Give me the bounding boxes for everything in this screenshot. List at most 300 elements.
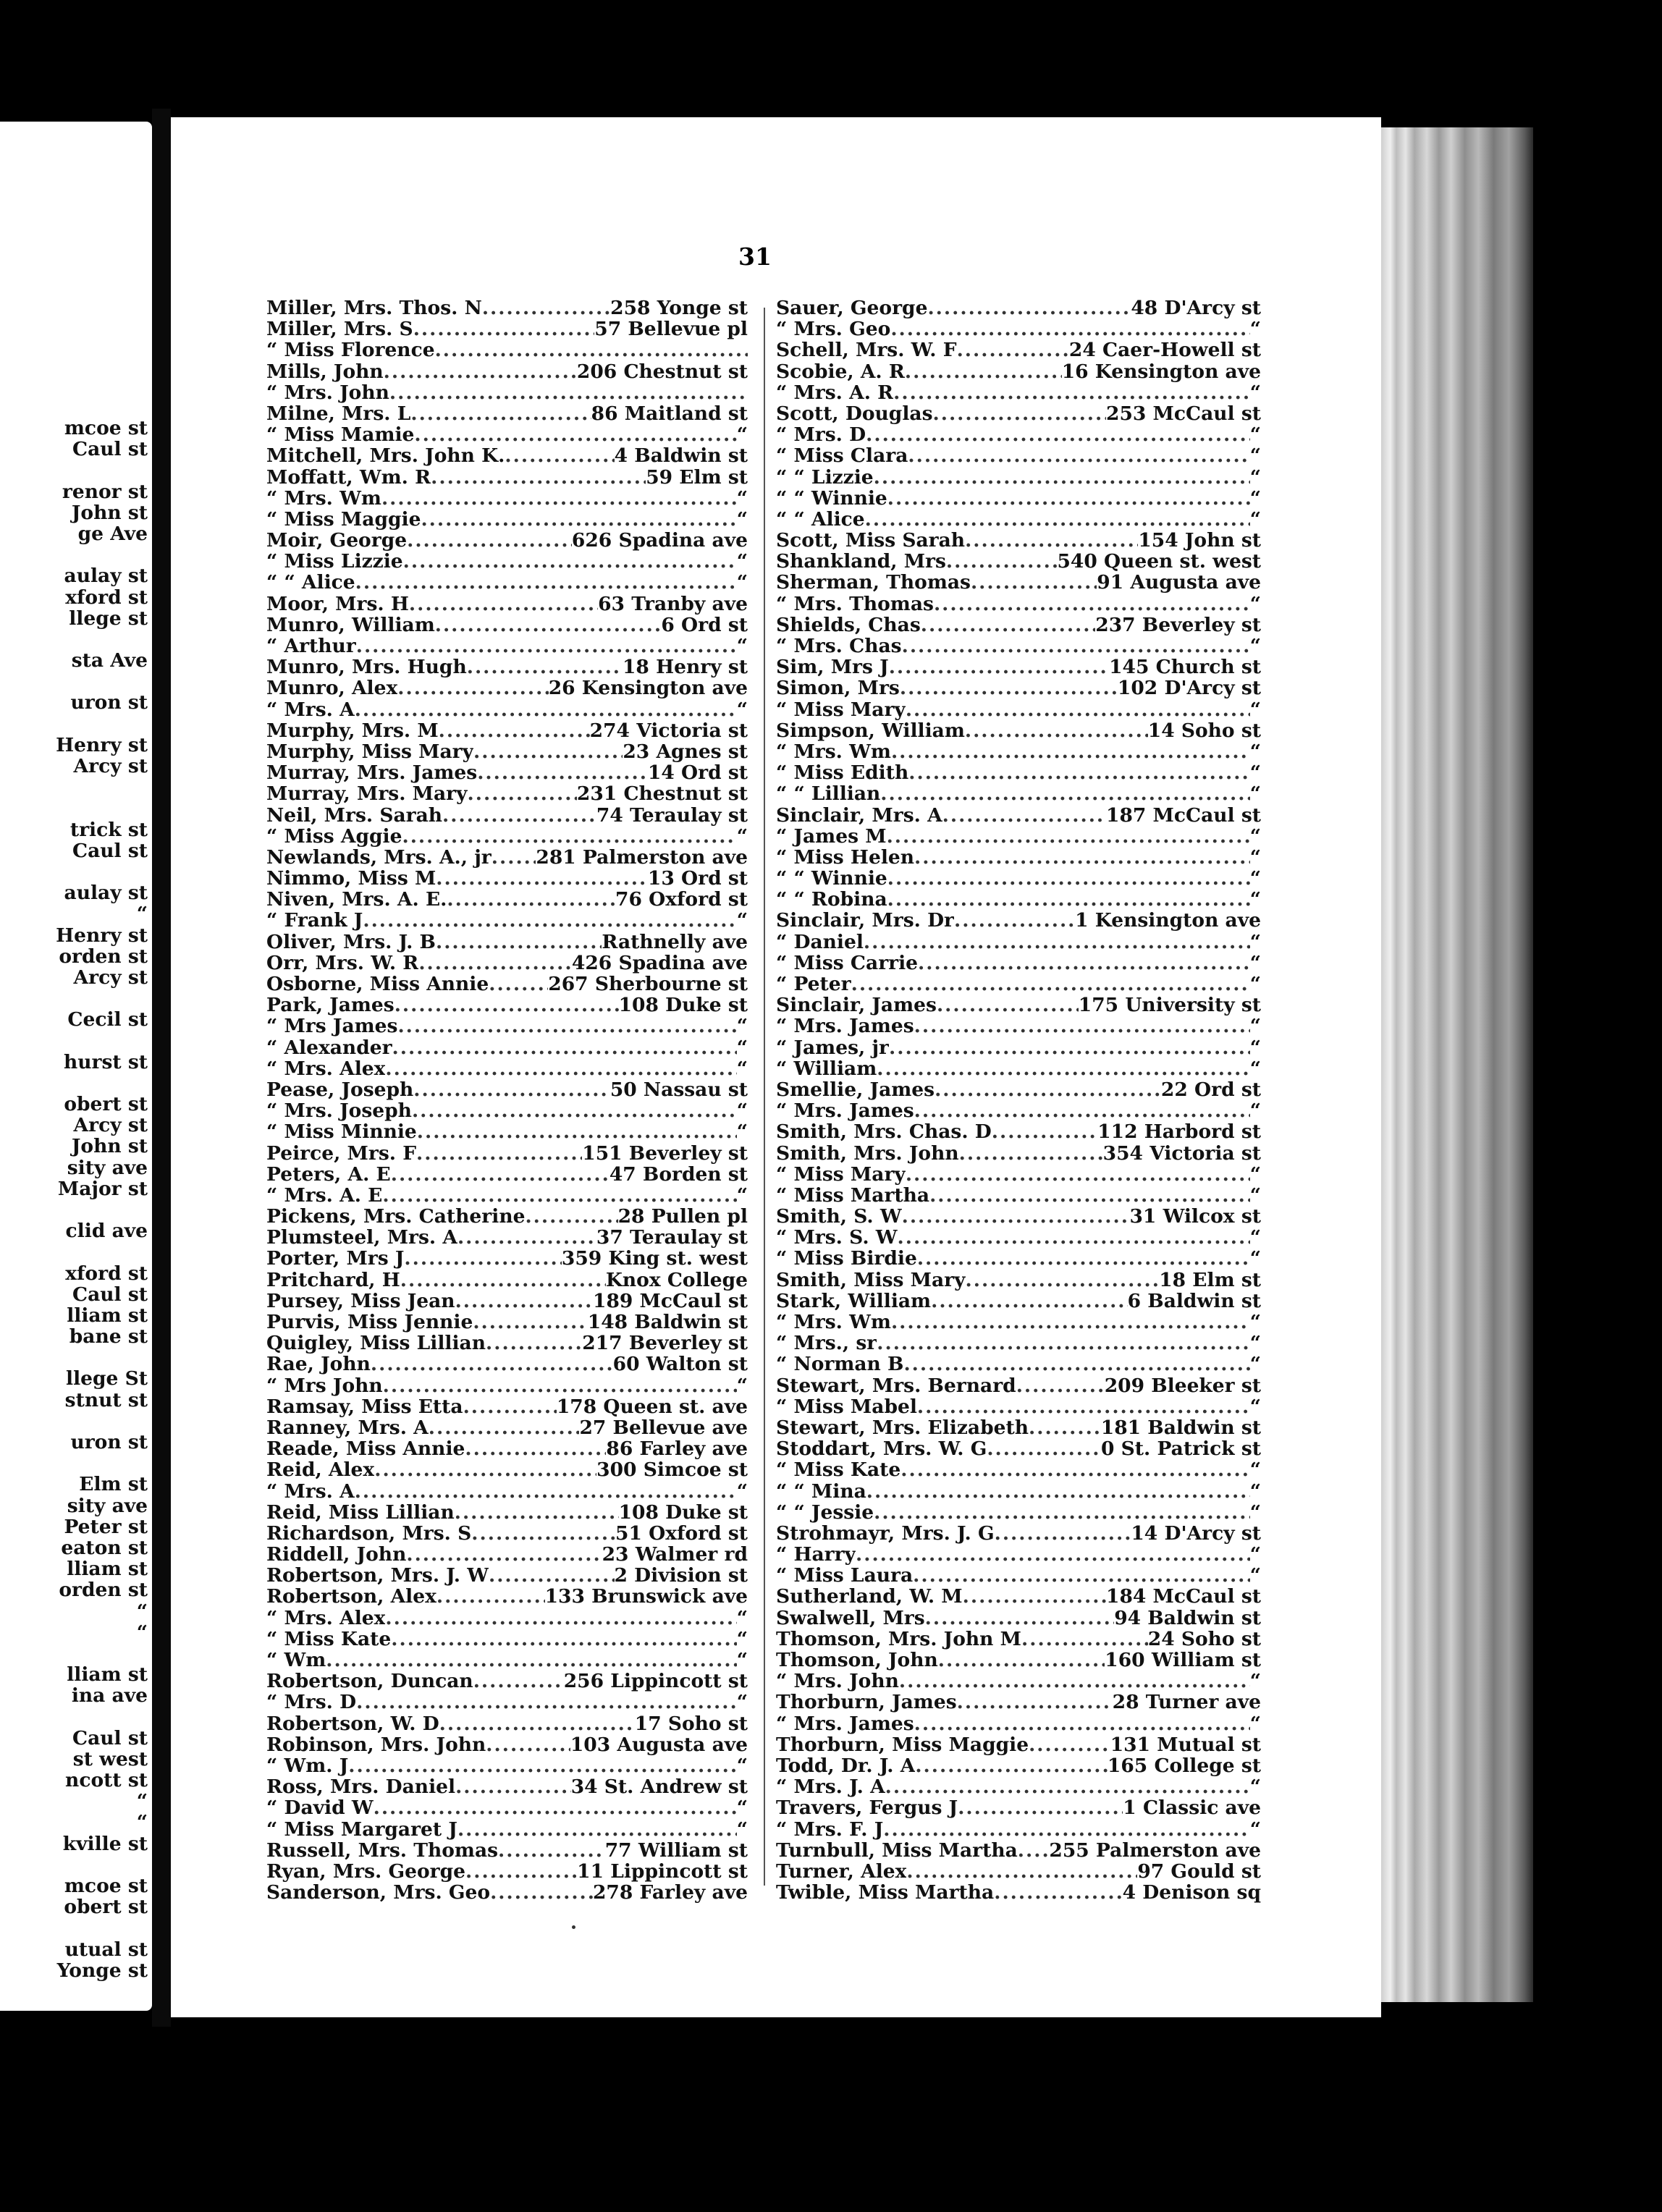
dot-leader <box>404 1247 561 1270</box>
entry-name: Simpson, William <box>776 719 965 742</box>
directory-entry <box>776 571 1261 592</box>
directory-entry <box>266 1184 748 1205</box>
previous-page-text-fragment: “ <box>136 1811 148 1834</box>
directory-entry <box>776 1396 1261 1417</box>
dot-leader <box>887 487 1250 510</box>
dot-leader <box>905 360 1062 383</box>
previous-page-text-fragment <box>3 1072 148 1093</box>
directory-entry <box>776 1099 1261 1123</box>
directory-entry <box>776 1755 1261 1776</box>
entry-address: “ <box>736 550 748 573</box>
previous-page-text-fragment: uron st <box>70 1431 148 1453</box>
dot-leader <box>1018 1839 1050 1862</box>
entry-address: “ <box>736 1479 748 1503</box>
previous-page-text-fragment: aulay st <box>64 882 148 905</box>
entry-address: 4 Denison sq <box>1122 1881 1261 1904</box>
dot-leader <box>906 1163 1250 1186</box>
directory-entry <box>266 1226 748 1247</box>
dot-leader <box>994 1881 1122 1904</box>
entry-address: 14 Ord st <box>647 761 748 785</box>
entry-address: 300 Simcoe st <box>596 1459 748 1482</box>
directory-entry <box>266 973 748 994</box>
entry-name: “ Miss Maggie <box>266 507 421 531</box>
dot-leader <box>465 1860 577 1883</box>
entry-name: “ Mrs. Thomas <box>776 592 934 615</box>
entry-name: Robertson, Mrs. J. W <box>266 1564 489 1587</box>
directory-entry <box>776 339 1261 360</box>
dot-leader <box>995 1522 1131 1545</box>
dot-leader <box>395 994 619 1016</box>
previous-page-text-fragment <box>3 1854 148 1875</box>
directory-entry <box>776 1881 1261 1902</box>
dot-leader <box>489 973 548 995</box>
directory-entry <box>776 973 1261 994</box>
entry-address: 1 Kensington ave <box>1075 909 1261 932</box>
entry-address: 18 Elm st <box>1159 1268 1261 1291</box>
entry-name: “ Mrs. James <box>776 1712 914 1735</box>
directory-entry <box>776 466 1261 487</box>
previous-page-text-fragment: mcoe st <box>64 1874 148 1897</box>
entry-name: Strohmayr, Mrs. J. G <box>776 1521 995 1545</box>
entry-name: “ “ Lizzie <box>776 465 874 489</box>
directory-entry <box>776 719 1261 740</box>
entry-name: “ Wm <box>266 1649 326 1671</box>
entry-name: Miller, Mrs. S <box>266 318 413 341</box>
entry-address: “ <box>1249 1564 1261 1587</box>
previous-page-text-fragment: mcoe st <box>64 417 148 439</box>
dot-leader <box>957 339 1069 361</box>
entry-address: “ <box>736 507 748 531</box>
directory-entry <box>776 677 1261 698</box>
entry-address: 187 McCaul st <box>1106 803 1261 827</box>
entry-address: 178 Queen st. ave <box>556 1395 748 1418</box>
entry-address: 359 King st. west <box>561 1247 748 1270</box>
directory-entry <box>776 614 1261 635</box>
entry-name: Moor, Mrs. H <box>266 592 409 615</box>
entry-name: Ranney, Mrs. A <box>266 1416 429 1439</box>
entry-name: Oliver, Mrs. J. B <box>266 930 436 953</box>
directory-entry <box>266 1459 748 1482</box>
directory-entry <box>266 360 748 381</box>
directory-entry <box>266 952 748 973</box>
entry-address: 28 Turner ave <box>1112 1691 1261 1714</box>
entry-name: “ Miss Mary <box>776 1162 906 1186</box>
dot-leader <box>1029 1417 1101 1439</box>
entry-address: “ <box>1249 381 1261 404</box>
entry-address: “ <box>1249 465 1261 489</box>
entry-address: 24 Soho st <box>1147 1627 1261 1650</box>
entry-name: Richardson, Mrs. S <box>266 1521 472 1545</box>
previous-page-text-fragment <box>3 1642 148 1663</box>
previous-page-text-fragment: Caul st <box>72 1726 148 1749</box>
directory-entry <box>266 593 748 614</box>
dot-leader <box>864 931 1250 953</box>
dot-leader <box>406 1543 602 1566</box>
entry-address: “ <box>736 1606 748 1629</box>
entry-address: 13 Ord st <box>647 867 748 890</box>
entry-address: Knox College <box>605 1268 748 1291</box>
entry-name: Sim, Mrs J <box>776 656 889 679</box>
dot-leader <box>887 825 1250 848</box>
dot-leader <box>397 1015 736 1037</box>
directory-entry <box>776 381 1261 402</box>
dot-leader <box>402 825 736 848</box>
directory-entry <box>776 1311 1261 1332</box>
dot-leader <box>880 782 1249 805</box>
directory-entry <box>776 1734 1261 1755</box>
previous-page-text-fragment: obert st <box>64 1093 148 1115</box>
dot-leader <box>374 1797 737 1819</box>
directory-entry <box>776 1247 1261 1268</box>
previous-page-text-fragment: obert st <box>64 1896 148 1919</box>
dot-leader <box>413 1078 610 1101</box>
directory-entry <box>266 1163 748 1184</box>
directory-entry <box>776 804 1261 825</box>
entry-address: “ <box>1249 423 1261 447</box>
dot-leader <box>957 1691 1113 1713</box>
directory-entry <box>266 635 748 656</box>
entry-address: 354 Victoria st <box>1102 1141 1261 1165</box>
entry-name: Peters, A. E <box>266 1162 391 1186</box>
entry-name: “ Miss Florence <box>266 339 435 362</box>
entry-name: Miller, Mrs. Thos. N <box>266 297 482 319</box>
entry-name: Thorburn, Miss Maggie <box>776 1733 1029 1756</box>
dot-leader <box>874 466 1250 489</box>
directory-entry <box>776 1522 1261 1543</box>
previous-page-text-fragment: clid ave <box>65 1220 148 1243</box>
entry-name: Peirce, Mrs. F <box>266 1141 417 1165</box>
entry-address: “ <box>1249 973 1261 995</box>
directory-entry <box>776 909 1261 930</box>
entry-address: “ <box>1249 1247 1261 1270</box>
entry-name: Sinclair, James <box>776 994 937 1017</box>
directory-entry <box>266 761 748 785</box>
entry-address: 4 Baldwin st <box>614 444 748 468</box>
directory-entry <box>266 1269 748 1290</box>
entry-address: “ <box>736 486 748 510</box>
dot-leader <box>1016 1375 1105 1397</box>
entry-address: 165 College st <box>1107 1754 1261 1777</box>
entry-name: Thomson, Mrs. John M <box>776 1627 1021 1650</box>
dot-leader <box>374 1459 596 1481</box>
dot-leader <box>498 1839 605 1862</box>
directory-entry <box>266 1839 748 1860</box>
dot-leader <box>465 1438 606 1460</box>
dot-leader <box>866 1480 1250 1503</box>
entry-address: 91 Augusta ave <box>1097 571 1261 594</box>
directory-entry <box>266 1522 748 1543</box>
dot-leader <box>874 1501 1250 1524</box>
dot-leader <box>416 1142 582 1165</box>
dot-leader <box>954 909 1075 932</box>
entry-address: 51 Oxford st <box>615 1521 748 1545</box>
dot-leader <box>397 677 548 699</box>
directory-entry <box>266 1078 748 1099</box>
dot-leader <box>457 1818 737 1841</box>
dot-leader <box>384 360 577 383</box>
entry-address: 540 Queen st. west <box>1057 550 1261 573</box>
entry-name: Turnbull, Miss Martha <box>776 1839 1018 1862</box>
dot-leader <box>906 698 1250 721</box>
entry-name: “ Alexander <box>266 1036 392 1059</box>
entry-name: Robertson, Duncan <box>266 1670 473 1693</box>
previous-page-text-fragment <box>3 1452 148 1473</box>
entry-address: “ <box>1249 1459 1261 1482</box>
entry-address: “ <box>1249 740 1261 763</box>
directory-entry <box>266 804 748 825</box>
directory-entry <box>266 1860 748 1881</box>
directory-entry <box>266 1564 748 1585</box>
dot-leader <box>381 487 737 510</box>
entry-name: Mitchell, Mrs. John K. <box>266 444 505 468</box>
previous-page-text-fragment <box>3 713 148 734</box>
entry-name: Ryan, Mrs. George <box>266 1859 466 1883</box>
entry-address: “ <box>1249 1226 1261 1249</box>
entry-address: 27 Bellevue ave <box>579 1416 748 1439</box>
entry-name: “ Peter <box>776 973 851 995</box>
directory-entry <box>776 1691 1261 1712</box>
entry-name: Murphy, Miss Mary <box>266 740 474 763</box>
directory-entry <box>266 1776 748 1797</box>
book-page-edges <box>1381 127 1533 2002</box>
dot-leader <box>383 1375 737 1397</box>
entry-name: Quigley, Miss Lillian <box>266 1332 486 1355</box>
entry-name: “ Miss Martha <box>776 1183 930 1207</box>
directory-entry <box>266 487 748 508</box>
dot-leader <box>917 1396 1250 1418</box>
dot-leader <box>435 339 748 361</box>
entry-name: “ Mrs. Wm <box>266 486 381 510</box>
dot-leader <box>439 1713 635 1735</box>
entry-address: “ <box>1249 635 1261 657</box>
entry-address: “ <box>1249 592 1261 615</box>
entry-name: “ Mrs. D <box>266 1691 357 1714</box>
entry-address: 34 St. Andrew st <box>570 1776 748 1799</box>
entry-name: Thorburn, James <box>776 1691 957 1714</box>
entry-name: “ Harry <box>776 1543 856 1566</box>
directory-entry <box>776 740 1261 761</box>
dot-leader <box>431 466 646 489</box>
dot-leader <box>435 614 662 636</box>
dot-leader <box>965 719 1148 742</box>
entry-name: “ Mrs., sr <box>776 1332 877 1355</box>
dot-leader <box>473 740 623 763</box>
dot-leader <box>455 1501 619 1524</box>
entry-name: Pritchard, H <box>266 1268 400 1291</box>
entry-name: Smith, Mrs. John <box>776 1141 959 1165</box>
previous-page-text-fragment: John st <box>71 501 148 524</box>
entry-address: 22 Ord st <box>1160 1078 1261 1101</box>
entry-address: 18 Henry st <box>622 656 748 679</box>
dot-leader <box>856 1543 1250 1566</box>
entry-name: “ Miss Minnie <box>266 1120 417 1144</box>
entry-address: “ <box>1249 845 1261 869</box>
entry-address: 103 Augusta ave <box>570 1733 748 1756</box>
directory-entry <box>266 1628 748 1649</box>
previous-page-text-fragment: lliam st <box>67 1304 148 1327</box>
previous-page-text-fragment: sity ave <box>67 1494 148 1517</box>
dot-leader <box>899 1670 1250 1692</box>
entry-address: “ <box>1249 486 1261 510</box>
entry-name: Schell, Mrs. W. F <box>776 339 957 362</box>
entry-name: Ramsay, Miss Etta <box>266 1395 463 1418</box>
entry-name: “ Miss Edith <box>776 761 909 785</box>
entry-address: 16 Kensington ave <box>1061 360 1261 383</box>
previous-page-text-fragment: renor st <box>62 480 148 503</box>
dot-leader <box>421 508 736 531</box>
entry-name: “ David W <box>266 1797 374 1820</box>
directory-entry <box>266 444 748 468</box>
entry-address: 206 Chestnut st <box>576 360 748 383</box>
directory-entry <box>266 318 748 339</box>
entry-address: “ <box>736 1015 748 1038</box>
entry-name: Sauer, George <box>776 297 928 319</box>
entry-name: Munro, Alex <box>266 677 398 700</box>
directory-entry <box>776 444 1261 468</box>
directory-entry <box>776 1818 1261 1839</box>
dot-leader <box>914 1015 1250 1037</box>
entry-address: “ <box>1249 698 1261 721</box>
directory-entry <box>266 1585 748 1606</box>
dot-leader <box>987 1438 1101 1460</box>
entry-name: Smith, S. W <box>776 1205 902 1228</box>
entry-name: Newlands, Mrs. A., jr <box>266 845 492 869</box>
entry-address: 86 Maitland st <box>591 402 748 425</box>
entry-address: “ <box>1249 761 1261 785</box>
directory-entry <box>266 677 748 698</box>
previous-page-text-fragment <box>3 1029 148 1050</box>
entry-address: “ <box>1249 1818 1261 1841</box>
entry-name: “ Miss Laura <box>776 1564 914 1587</box>
directory-entry <box>266 381 748 402</box>
dot-leader <box>877 1332 1250 1354</box>
entry-address: “ <box>1249 888 1261 911</box>
entry-address: “ <box>736 909 748 932</box>
entry-name: “ “ Jessie <box>776 1500 874 1524</box>
directory-entry <box>266 1290 748 1311</box>
dot-leader <box>391 1163 609 1186</box>
entry-name: Reade, Miss Annie <box>266 1438 465 1461</box>
directory-entry <box>776 1860 1261 1881</box>
entry-address: 26 Kensington ave <box>548 677 748 700</box>
directory-entry <box>776 1417 1261 1438</box>
directory-entry <box>776 297 1261 318</box>
previous-page-text-fragment <box>3 861 148 882</box>
directory-entry <box>266 1205 748 1226</box>
directory-entry <box>266 1480 748 1501</box>
entry-name: Murray, Mrs. Mary <box>266 782 468 806</box>
dot-leader <box>436 867 648 890</box>
directory-entry <box>776 867 1261 888</box>
entry-address: 217 Beverley st <box>582 1332 748 1355</box>
previous-page-text-fragment: xford st <box>65 1262 148 1285</box>
entry-address: 151 Beverley st <box>582 1141 748 1165</box>
entry-address: 0 St. Patrick st <box>1100 1438 1261 1461</box>
entry-name: “ Norman B <box>776 1353 904 1376</box>
entry-name: “ Miss Helen <box>776 845 915 869</box>
dot-leader <box>883 1818 1249 1841</box>
entry-address: 278 Farley ave <box>592 1881 748 1904</box>
dot-leader <box>900 1459 1250 1481</box>
dot-leader <box>355 571 737 594</box>
entry-address: 175 University st <box>1078 994 1261 1017</box>
dot-leader <box>925 1607 1115 1629</box>
entry-name: “ Mrs. John <box>266 381 389 404</box>
entry-address: 6 Ord st <box>661 613 748 636</box>
dot-leader <box>893 381 1250 404</box>
previous-page-text-fragment: Peter st <box>64 1515 148 1538</box>
dot-leader <box>913 1564 1250 1587</box>
entry-address: 17 Soho st <box>634 1712 748 1735</box>
entry-address: “ <box>736 1036 748 1059</box>
dot-leader <box>890 318 1249 340</box>
previous-page-text-fragment: uron st <box>70 691 148 714</box>
entry-name: Sanderson, Mrs. Geo <box>266 1881 491 1904</box>
dot-leader <box>877 1058 1250 1080</box>
dot-leader <box>473 1670 564 1692</box>
entry-address: “ <box>1249 782 1261 806</box>
entry-address: 48 D'Arcy st <box>1131 297 1261 319</box>
dot-leader <box>355 698 737 721</box>
entry-address: 267 Sherbourne st <box>548 973 748 995</box>
directory-entry <box>776 1776 1261 1797</box>
directory-entry <box>266 1755 748 1776</box>
directory-entry <box>266 466 748 487</box>
directory-column-left <box>266 297 748 1902</box>
dot-leader <box>887 867 1250 890</box>
dot-leader <box>525 1205 617 1228</box>
directory-entry <box>776 1058 1261 1078</box>
dot-leader <box>914 1713 1250 1735</box>
previous-page-text-fragment: Caul st <box>72 1283 148 1306</box>
entry-name: Purvis, Miss Jennie <box>266 1311 473 1333</box>
entry-address: “ <box>736 1057 748 1080</box>
entry-address: 184 McCaul st <box>1106 1585 1261 1608</box>
entry-name: Osborne, Miss Annie <box>266 973 489 995</box>
directory-entry <box>776 931 1261 952</box>
dot-leader <box>417 1120 737 1143</box>
previous-page-text-fragment: utual st <box>64 1938 148 1961</box>
entry-address: 1 Classic ave <box>1123 1797 1261 1820</box>
entry-address: 63 Tranby ave <box>598 592 748 615</box>
previous-page-text-fragment <box>3 776 148 797</box>
previous-page-text-fragment <box>3 987 148 1008</box>
dot-leader <box>934 593 1250 615</box>
directory-entry <box>266 698 748 719</box>
entry-name: Scott, Douglas <box>776 402 933 425</box>
entry-address: “ <box>1249 1712 1261 1735</box>
directory-entry <box>266 339 748 360</box>
dot-leader <box>389 381 748 404</box>
entry-name: Robertson, Alex <box>266 1585 436 1608</box>
entry-name: Thomson, John <box>776 1649 938 1671</box>
entry-name: Ross, Mrs. Daniel <box>266 1776 456 1799</box>
previous-page-text-fragment: sta Ave <box>71 649 148 672</box>
entry-name: “ “ Winnie <box>776 486 887 510</box>
entry-address: 23 Agnes st <box>623 740 748 763</box>
directory-entry <box>266 529 748 550</box>
entry-address: Rathnelly ave <box>602 930 748 953</box>
entry-address: “ <box>1249 1332 1261 1355</box>
entry-address: “ <box>1249 1543 1261 1566</box>
directory-entry <box>776 1797 1261 1818</box>
entry-name: “ Mrs. A. R <box>776 381 894 404</box>
previous-page-text-fragment: eaton st <box>61 1536 148 1559</box>
entry-address: “ <box>736 635 748 657</box>
entry-name: “ Miss Mabel <box>776 1395 917 1418</box>
entry-name: “ Mrs James <box>266 1015 398 1038</box>
entry-name: Russell, Mrs. Thomas <box>266 1839 499 1862</box>
